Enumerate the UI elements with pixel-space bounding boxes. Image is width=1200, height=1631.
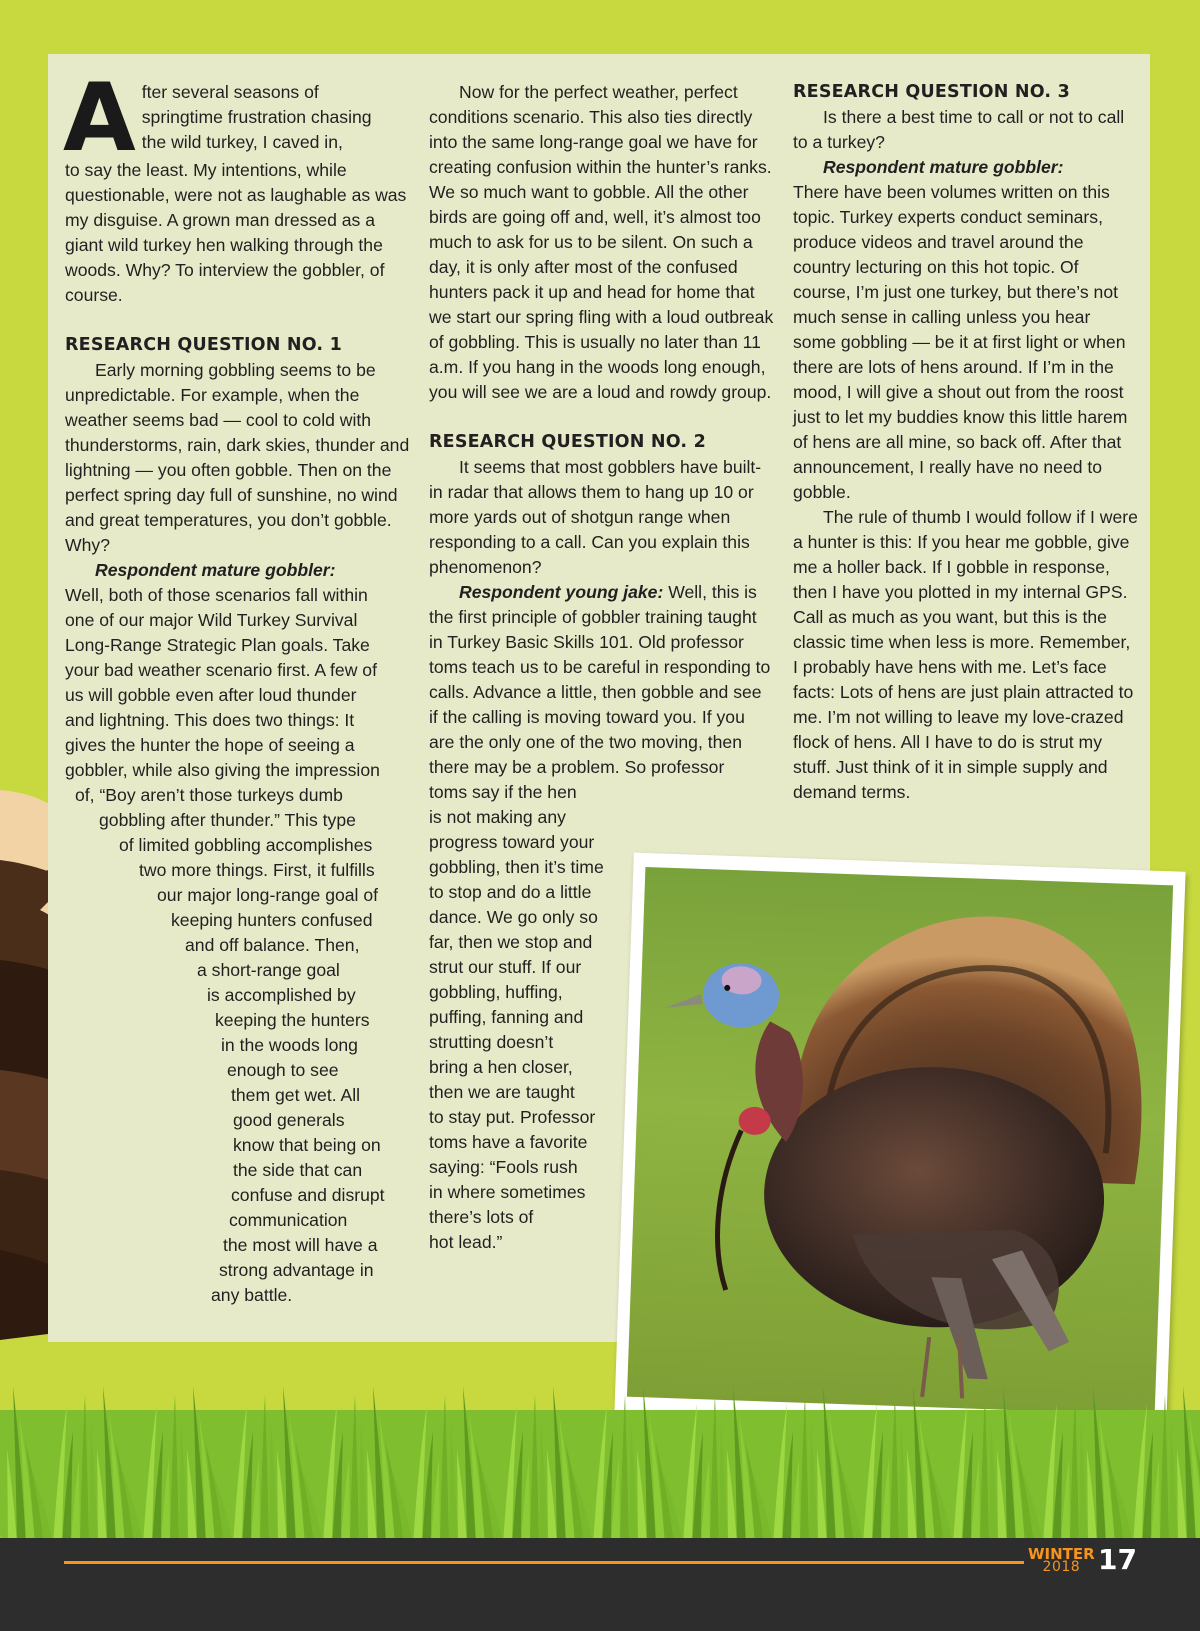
question-2-respondent: Respondent young jake: — [459, 582, 664, 602]
answer-line: Well, both of those scenarios fall within — [65, 585, 368, 605]
grass-border — [0, 1330, 1200, 1545]
question-3-heading: RESEARCH QUESTION NO. 3 — [793, 82, 1070, 102]
answer-line: strutting doesn’t — [429, 1032, 554, 1052]
answer-line: gobbler, while also giving the impression — [65, 760, 380, 780]
issue-year: 2018 — [1042, 1559, 1081, 1575]
answer-line: good generals — [233, 1110, 345, 1130]
question-3-respondent: Respondent mature gobbler: — [823, 157, 1064, 177]
intro-paragraph: to say the least. My intentions, while questionable, were not as laughable as was my disguise. A grown man dressed as a giant wild turkey hen walking through the woods. Why? To interview the gobbler, of course. — [65, 160, 407, 305]
question-3-answer: There have been volumes written on this topic. Turkey experts conduct seminars, produce videos and travel around the country lecturing on this hot topic. Of course, I’m just one turkey, but there’s not much sense in calling unless you hear some gobbling — be it at first light or when there are lots of hens around. If I’m in the mood, I will give a shout out from the roost just to let my buddies know this little harem of hens are all mine, so back off. After that announcement, I really have no need to gobble. — [793, 182, 1128, 502]
answer-line: toms have a favorite — [429, 1132, 588, 1152]
answer-line: gobbling, huffing, — [429, 982, 563, 1002]
answer-line: far, then we stop and — [429, 932, 593, 952]
issue-season: WINTER — [1028, 1545, 1095, 1563]
answer-line: and off balance. Then, — [185, 935, 360, 955]
answer-line: in where sometimes — [429, 1182, 586, 1202]
answer-line: gives the hunter the hope of seeing a — [65, 735, 355, 755]
answer-line: keeping hunters confused — [171, 910, 373, 930]
weather-paragraph: Now for the perfect weather, perfect conditions scenario. This also ties directly into the same long-range goal we have for creating confusion within the hunter’s ranks. We so much want to gobble. All the other birds are going off and, well, it’s almost too much to ask for us to be silent. On such a day, it is only after most of the confused hunters pack it up and head for home that we start our spring fling with a loud outbreak of gobbling. This is usually no later than 11 a.m. If you hang in the woods long enough, you will see we are a loud and rowdy group. — [429, 82, 774, 402]
answer-line: to stop and do a little — [429, 882, 592, 902]
question-1-answer — [65, 583, 410, 1308]
answer-line: in the woods long — [221, 1035, 358, 1055]
answer-line: our major long-range goal of — [157, 885, 379, 905]
answer-line: saying: “Fools rush — [429, 1157, 578, 1177]
page-footer — [0, 1538, 1200, 1631]
answer-line: us will gobble even after loud thunder — [65, 685, 357, 705]
page-number: 17 — [1098, 1543, 1137, 1576]
answer-line: there’s lots of — [429, 1207, 534, 1227]
answer-line: Long-Range Strategic Plan goals. Take — [65, 635, 370, 655]
answer-line: the most will have a — [223, 1235, 378, 1255]
answer-line: two more things. First, it fulfills — [139, 860, 375, 880]
drop-cap: A — [63, 64, 136, 173]
answer-line: them get wet. All — [231, 1085, 361, 1105]
answer-line: enough to see — [227, 1060, 339, 1080]
answer-line: one of our major Wild Turkey Survival — [65, 610, 358, 630]
answer-line: gobbling, then it’s time — [429, 857, 604, 877]
footer-rule — [64, 1561, 1024, 1564]
answer-line: progress toward your — [429, 832, 595, 852]
intro-line: the wild turkey, I caved in, — [141, 132, 343, 152]
answer-line: is not making any — [429, 807, 566, 827]
answer-line: toms say if the hen — [429, 782, 577, 802]
question-2-answer-start — [429, 580, 774, 780]
answer-line: keeping the hunters — [215, 1010, 370, 1030]
answer-line: any battle. — [211, 1285, 293, 1305]
article-column-1 — [63, 64, 410, 1308]
answer-line: your bad weather scenario first. A few of — [65, 660, 377, 680]
question-2-text: It seems that most gobblers have built-in radar that allows them to hang up 10 or more yards out of shotgun range when responding to a call. Can you explain this phenomenon? — [429, 457, 762, 577]
question-3-followup: The rule of thumb I would follow if I were a hunter is this: If you hear me gobble, give me a holler back. If I gobble in response, then I have you plotted in my internal GPS. Call as much as you want, but this is the classic time when less is more. Remember, I probably have hens with me. Let’s face facts: Lots of hens are just plain attracted to me. I’m not willing to leave my love-crazed flock of hens. All I have to do is strut my stuff. Just think of it in simple supply and demand terms. — [793, 507, 1138, 802]
answer-line: hot lead.” — [429, 1232, 503, 1252]
answer-line: dance. We go only so — [429, 907, 598, 927]
article-column-3 — [793, 80, 1138, 805]
intro-line: fter several seasons of — [141, 82, 319, 102]
question-1-text: Early morning gobbling seems to be unpredictable. For example, when the weather seems bad — cool to cold with thunderstorms, rain, dark skies, thunder and lightning — you often gobble. Then on the perfect spring day full of sunshine, no wind and great temperatures, you don’t gobble. Why? — [65, 360, 410, 555]
question-2-heading: RESEARCH QUESTION NO. 2 — [429, 432, 706, 452]
answer-line: know that being on — [233, 1135, 381, 1155]
answer-line: gobbling after thunder.” This type — [99, 810, 356, 830]
answer-line: of, “Boy aren’t those turkeys dumb — [75, 785, 343, 805]
issue-label — [1028, 1545, 1095, 1575]
answer-line: the side that can — [233, 1160, 363, 1180]
intro-line: springtime frustration chasing — [141, 107, 372, 127]
question-1-heading: RESEARCH QUESTION NO. 1 — [65, 335, 342, 355]
answer-line: is accomplished by — [207, 985, 356, 1005]
answer-line: confuse and disrupt — [231, 1185, 385, 1205]
question-3-text: Is there a best time to call or not to call to a turkey? — [793, 107, 1125, 152]
answer-line: puffing, fanning and — [429, 1007, 584, 1027]
answer-line: and lightning. This does two things: It — [65, 710, 355, 730]
answer-line: strong advantage in — [219, 1260, 374, 1280]
answer-line: of limited gobbling accomplishes — [119, 835, 373, 855]
answer-line: bring a hen closer, — [429, 1057, 573, 1077]
answer-line: a short-range goal — [197, 960, 340, 980]
answer-line: strut our stuff. If our — [429, 957, 582, 977]
question-1-respondent: Respondent mature gobbler: — [95, 560, 336, 580]
question-2-answer-text: Well, this is the first principle of gobbler training taught in Turkey Basic Skills 101. Old professor toms teach us to be careful in responding to calls. Advance a little, then gobble and see if the calling is moving toward you. If you are the only one of the two moving, then there may be a problem. So professor — [429, 582, 771, 777]
answer-line: to stay put. Professor — [429, 1107, 596, 1127]
answer-line: communication — [229, 1210, 348, 1230]
answer-line: then we are taught — [429, 1082, 575, 1102]
